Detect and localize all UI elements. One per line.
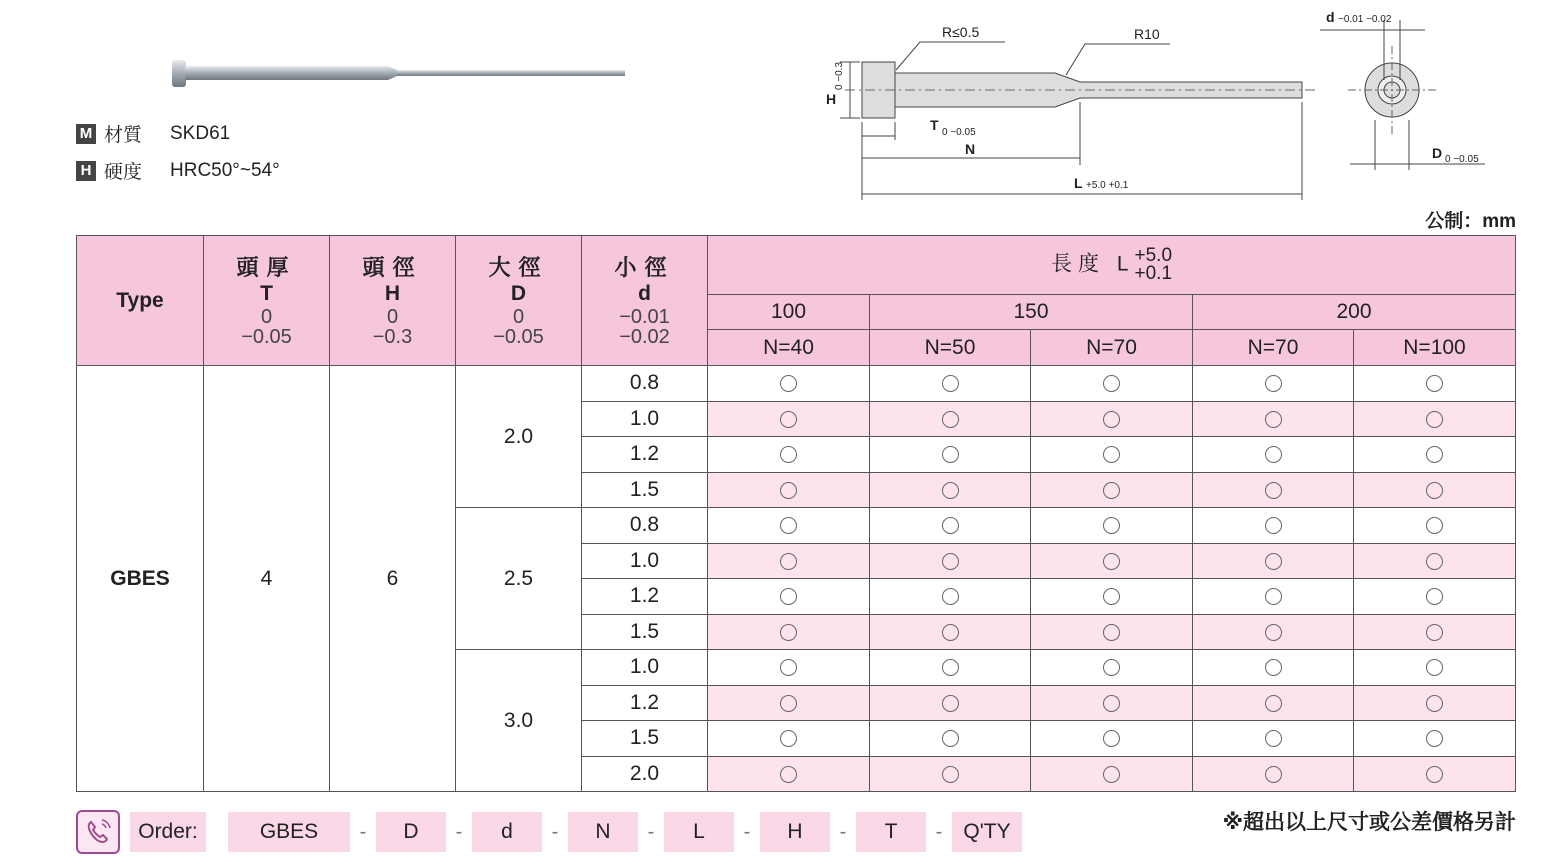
available-circle-icon [942,411,959,428]
order-field-qty: Q'TY [952,812,1022,852]
availability-cell [1031,508,1193,544]
header-n: N=50 [870,330,1031,366]
available-circle-icon [1103,588,1120,605]
order-field-N: N [568,812,638,852]
available-circle-icon [780,375,797,392]
header-length: 長度 L+5.0 +0.1 [708,236,1516,295]
availability-cell [1193,614,1354,650]
availability-cell [1031,437,1193,473]
availability-cell [870,614,1031,650]
d-cell: 1.0 [582,650,708,686]
availability-cell [1354,508,1516,544]
d-cell: 0.8 [582,366,708,402]
technical-drawing [800,0,1500,205]
available-circle-icon [1103,766,1120,783]
availability-cell [1031,543,1193,579]
available-circle-icon [780,446,797,463]
order-field-D: D [376,812,446,852]
hardness-badge: H [76,161,96,181]
availability-cell [870,650,1031,686]
available-circle-icon [780,482,797,499]
header-n: N=70 [1031,330,1193,366]
material-value: SKD61 [170,122,231,144]
radius-small-label: R≤0.5 [942,24,980,40]
available-circle-icon [780,517,797,534]
available-circle-icon [1103,517,1120,534]
availability-cell [708,721,870,757]
d-cell: 2.0 [582,756,708,792]
available-circle-icon [1426,517,1443,534]
d-small-dim-tol: −0.01 −0.02 [1338,14,1392,25]
availability-cell [1193,685,1354,721]
h-dim-tol: 0 −0.3 [834,61,845,90]
availability-cell [708,472,870,508]
availability-cell [708,685,870,721]
d-cell: 1.5 [582,472,708,508]
availability-cell [1031,685,1193,721]
available-circle-icon [780,411,797,428]
available-circle-icon [1426,766,1443,783]
d-small-dim-label: d [1326,9,1335,25]
availability-cell [1031,579,1193,615]
availability-cell [1193,366,1354,402]
available-circle-icon [1265,517,1282,534]
d-cell: 0.8 [582,508,708,544]
available-circle-icon [1103,624,1120,641]
available-circle-icon [942,375,959,392]
availability-cell [1354,472,1516,508]
availability-cell [708,401,870,437]
available-circle-icon [1426,588,1443,605]
header-length-200: 200 [1193,295,1516,330]
available-circle-icon [780,730,797,747]
d-cell: 1.5 [582,721,708,757]
availability-cell [1031,401,1193,437]
order-field-H: H [760,812,830,852]
radius-large-label: R10 [1134,26,1160,42]
header-h: 頭徑 H 0 −0.3 [330,236,456,366]
availability-cell [1031,650,1193,686]
d-large-dim-tol: 0 −0.05 [1445,154,1479,165]
availability-cell [1354,756,1516,792]
type-cell: GBES [77,366,204,792]
available-circle-icon [1426,730,1443,747]
available-circle-icon [1265,695,1282,712]
available-circle-icon [1103,446,1120,463]
available-circle-icon [942,517,959,534]
availability-cell [1193,508,1354,544]
n-dim-label: N [965,141,976,157]
availability-cell [1354,366,1516,402]
availability-cell [870,437,1031,473]
hardness-label: 硬度 [104,162,143,183]
available-circle-icon [1103,482,1120,499]
availability-cell [1031,721,1193,757]
t-cell: 4 [204,366,330,792]
available-circle-icon [942,730,959,747]
available-circle-icon [1265,375,1282,392]
available-circle-icon [1103,553,1120,570]
d-cell: 1.5 [582,614,708,650]
available-circle-icon [1103,659,1120,676]
availability-cell [1193,472,1354,508]
d-cell: 1.2 [582,437,708,473]
header-length-150: 150 [870,295,1193,330]
header-d: 小徑 d −0.01 −0.02 [582,236,708,366]
hardness-spec [76,157,280,184]
h-cell: 6 [330,366,456,792]
available-circle-icon [942,695,959,712]
availability-cell [1354,579,1516,615]
available-circle-icon [780,553,797,570]
available-circle-icon [942,659,959,676]
available-circle-icon [942,553,959,570]
availability-cell [708,614,870,650]
available-circle-icon [1426,375,1443,392]
t-dim-label: T [930,117,939,133]
availability-cell [1354,543,1516,579]
availability-cell [1354,685,1516,721]
spec-table [76,235,1516,792]
availability-cell [708,437,870,473]
D-cell: 2.5 [456,508,582,650]
order-label: Order: [130,812,206,852]
d-cell: 1.2 [582,579,708,615]
available-circle-icon [1103,695,1120,712]
availability-cell [1354,401,1516,437]
available-circle-icon [1426,482,1443,499]
availability-cell [1193,721,1354,757]
header-D: 大徑 D 0 −0.05 [456,236,582,366]
availability-cell [1354,721,1516,757]
D-cell: 3.0 [456,650,582,792]
availability-cell [870,401,1031,437]
availability-cell [1031,614,1193,650]
available-circle-icon [942,766,959,783]
available-circle-icon [780,624,797,641]
header-n: N=40 [708,330,870,366]
availability-cell [1193,543,1354,579]
l-dim-label: L [1074,175,1083,191]
available-circle-icon [1426,659,1443,676]
available-circle-icon [780,766,797,783]
availability-cell [870,756,1031,792]
available-circle-icon [780,659,797,676]
phone-icon [76,810,120,854]
order-field-L: L [664,812,734,852]
availability-cell [1193,401,1354,437]
available-circle-icon [1265,446,1282,463]
h-dim-label: H [826,91,837,107]
available-circle-icon [1265,588,1282,605]
material-label: 材質 [104,125,143,146]
availability-cell [1193,579,1354,615]
d-cell: 1.2 [582,685,708,721]
available-circle-icon [1265,730,1282,747]
unit-label: 公制：mm [1425,211,1516,232]
available-circle-icon [1426,446,1443,463]
availability-cell [1193,756,1354,792]
product-photo [165,55,630,95]
order-bar: Order: GBES - D - d - N - L - H - T - Q'TY [76,808,1022,856]
availability-cell [1193,650,1354,686]
order-field-T: T [856,812,926,852]
availability-cell [870,721,1031,757]
availability-cell [1193,437,1354,473]
d-cell: 1.0 [582,543,708,579]
hardness-value: HRC50°~54° [170,159,280,181]
available-circle-icon [1265,659,1282,676]
available-circle-icon [1265,624,1282,641]
availability-cell [1354,614,1516,650]
available-circle-icon [1265,411,1282,428]
availability-cell [870,366,1031,402]
availability-cell [870,472,1031,508]
D-cell: 2.0 [456,366,582,508]
availability-cell [1031,756,1193,792]
header-t: 頭厚 T 0 −0.05 [204,236,330,366]
availability-cell [708,650,870,686]
available-circle-icon [780,588,797,605]
availability-cell [708,508,870,544]
availability-cell [708,579,870,615]
availability-cell [870,508,1031,544]
header-n: N=100 [1354,330,1516,366]
l-dim-tol: +5.0 +0.1 [1086,180,1129,191]
available-circle-icon [942,446,959,463]
material-spec [76,120,230,147]
header-length-100: 100 [708,295,870,330]
available-circle-icon [942,588,959,605]
available-circle-icon [1426,624,1443,641]
order-field-type: GBES [228,812,350,852]
availability-cell [708,543,870,579]
available-circle-icon [1103,411,1120,428]
header-type: Type [77,236,204,366]
available-circle-icon [780,695,797,712]
availability-cell [1031,472,1193,508]
availability-cell [870,579,1031,615]
t-dim-tol: 0 −0.05 [942,127,976,138]
material-badge: M [76,124,96,144]
available-circle-icon [1426,411,1443,428]
available-circle-icon [1265,482,1282,499]
available-circle-icon [1265,766,1282,783]
available-circle-icon [942,624,959,641]
header-n: N=70 [1193,330,1354,366]
available-circle-icon [1265,553,1282,570]
availability-cell [870,685,1031,721]
availability-cell [870,543,1031,579]
availability-cell [1354,650,1516,686]
available-circle-icon [1103,375,1120,392]
availability-cell [708,366,870,402]
d-cell: 1.0 [582,401,708,437]
d-large-dim-label: D [1432,145,1443,161]
availability-cell [1031,366,1193,402]
available-circle-icon [942,482,959,499]
order-field-d: d [472,812,542,852]
price-note: ※超出以上尺寸或公差價格另計 [1222,811,1516,834]
available-circle-icon [1426,695,1443,712]
available-circle-icon [1103,730,1120,747]
table-row [77,366,1516,402]
availability-cell [708,756,870,792]
availability-cell [1354,437,1516,473]
available-circle-icon [1426,553,1443,570]
